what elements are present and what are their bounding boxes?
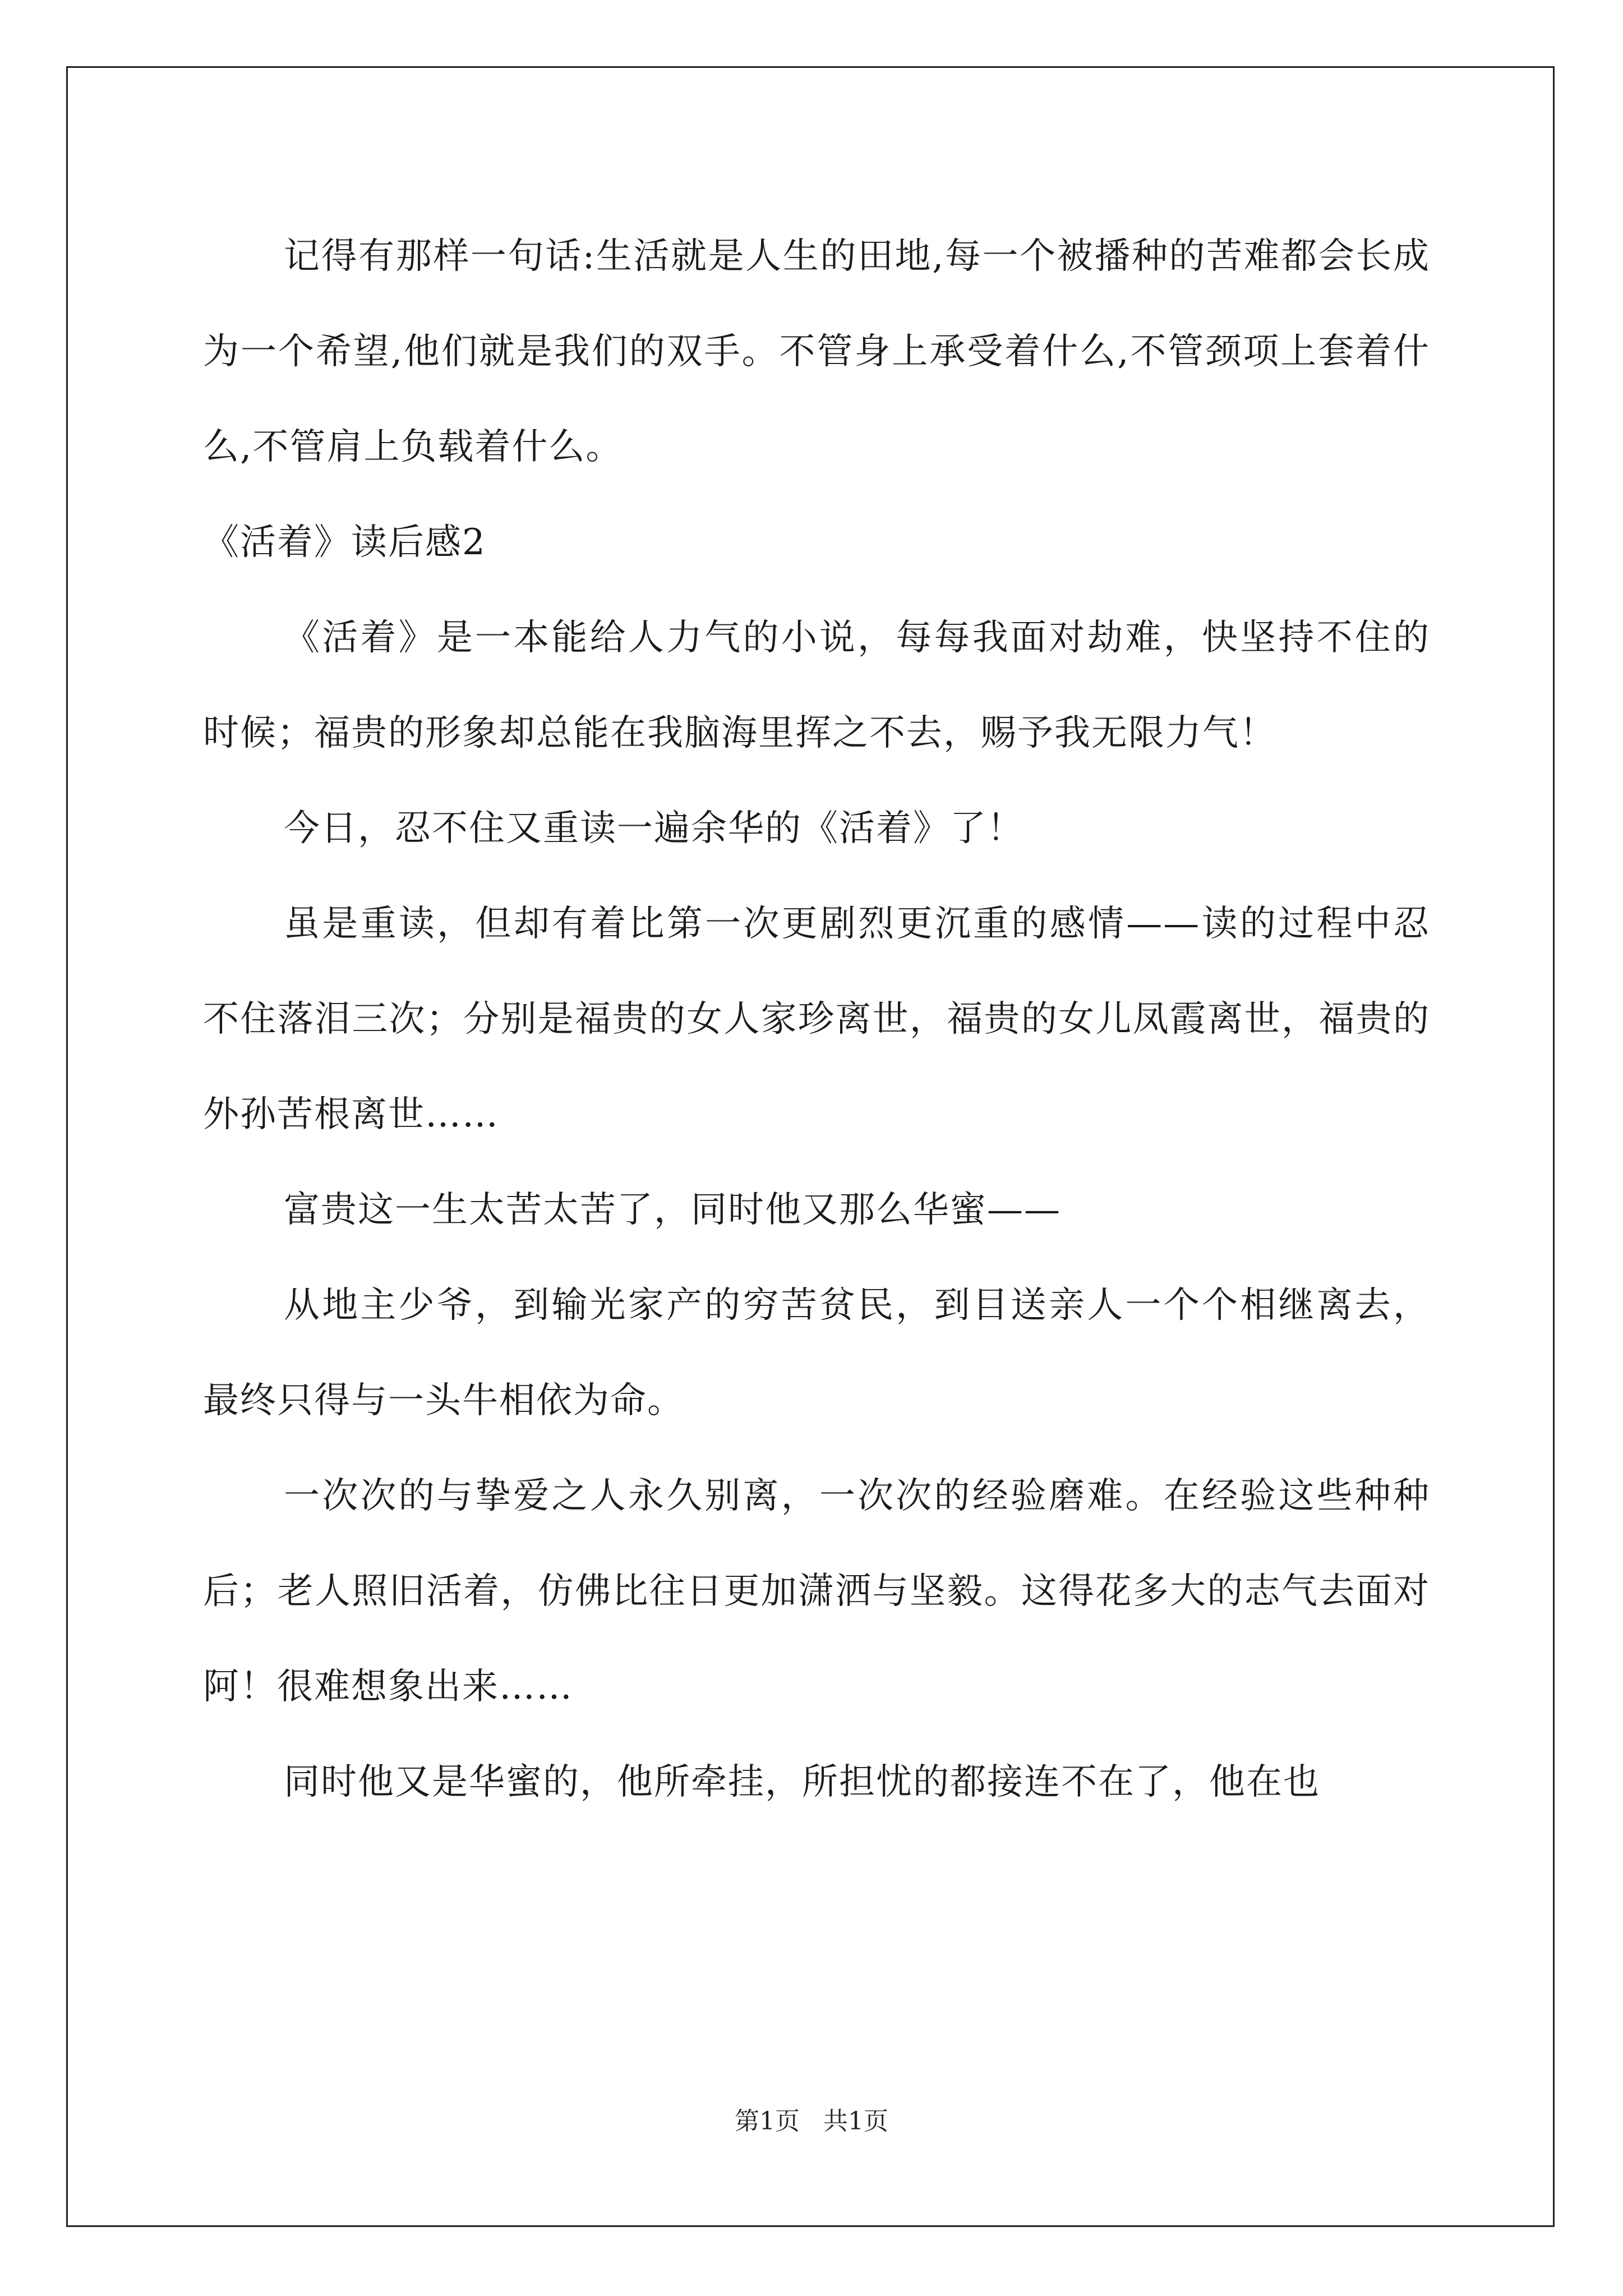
paragraph-1: 记得有那样一句话:生活就是人生的田地,每一个被播种的苦难都会长成为一个希望,他们就是我们的双手。不管身上承受着什么,不管颈项上套着什么,不管肩上负载着什么。 <box>203 236 1430 468</box>
paragraph-4: 虽是重读，但却有着比第一次更剧烈更沉重的感情——读的过程中忍不住落泪三次；分别是福贵的女人家珍离世，福贵的女儿凤霞离世，福贵的外孙苦根离世…… <box>203 903 1430 1135</box>
page-footer <box>0 2101 1623 2137</box>
page-total: 共1页 <box>823 2107 888 2136</box>
paragraph-8: 同时他又是华蜜的，他所牵挂，所担忧的都接连不在了，他在也 <box>284 1761 1320 1803</box>
page-number: 第1页 <box>735 2107 800 2136</box>
document-body <box>203 209 1430 1830</box>
paragraph-2: 《活着》是一本能给人力气的小说，每每我面对劫难，快坚持不住的时候；福贵的形象却总能在我脑海里挥之不去，赐予我无限力气！ <box>203 617 1430 754</box>
paragraph-6: 从地主少爷，到输光家产的穷苦贫民，到目送亲人一个个相继离去，最终只得与一头牛相依为命。 <box>203 1285 1430 1421</box>
paragraph-3: 今日，忍不住又重读一遍余华的《活着》了！ <box>284 808 1024 849</box>
section-heading: 《活着》读后感2 <box>203 522 486 563</box>
paragraph-5: 富贵这一生太苦太苦了，同时他又那么华蜜—— <box>284 1189 1061 1231</box>
paragraph-7: 一次次的与挚爱之人永久别离，一次次的经验磨难。在经验这些种种后；老人照旧活着，仿佛比往日更加潇洒与坚毅。这得花多大的志气去面对阿！很难想象出来…… <box>203 1475 1430 1708</box>
